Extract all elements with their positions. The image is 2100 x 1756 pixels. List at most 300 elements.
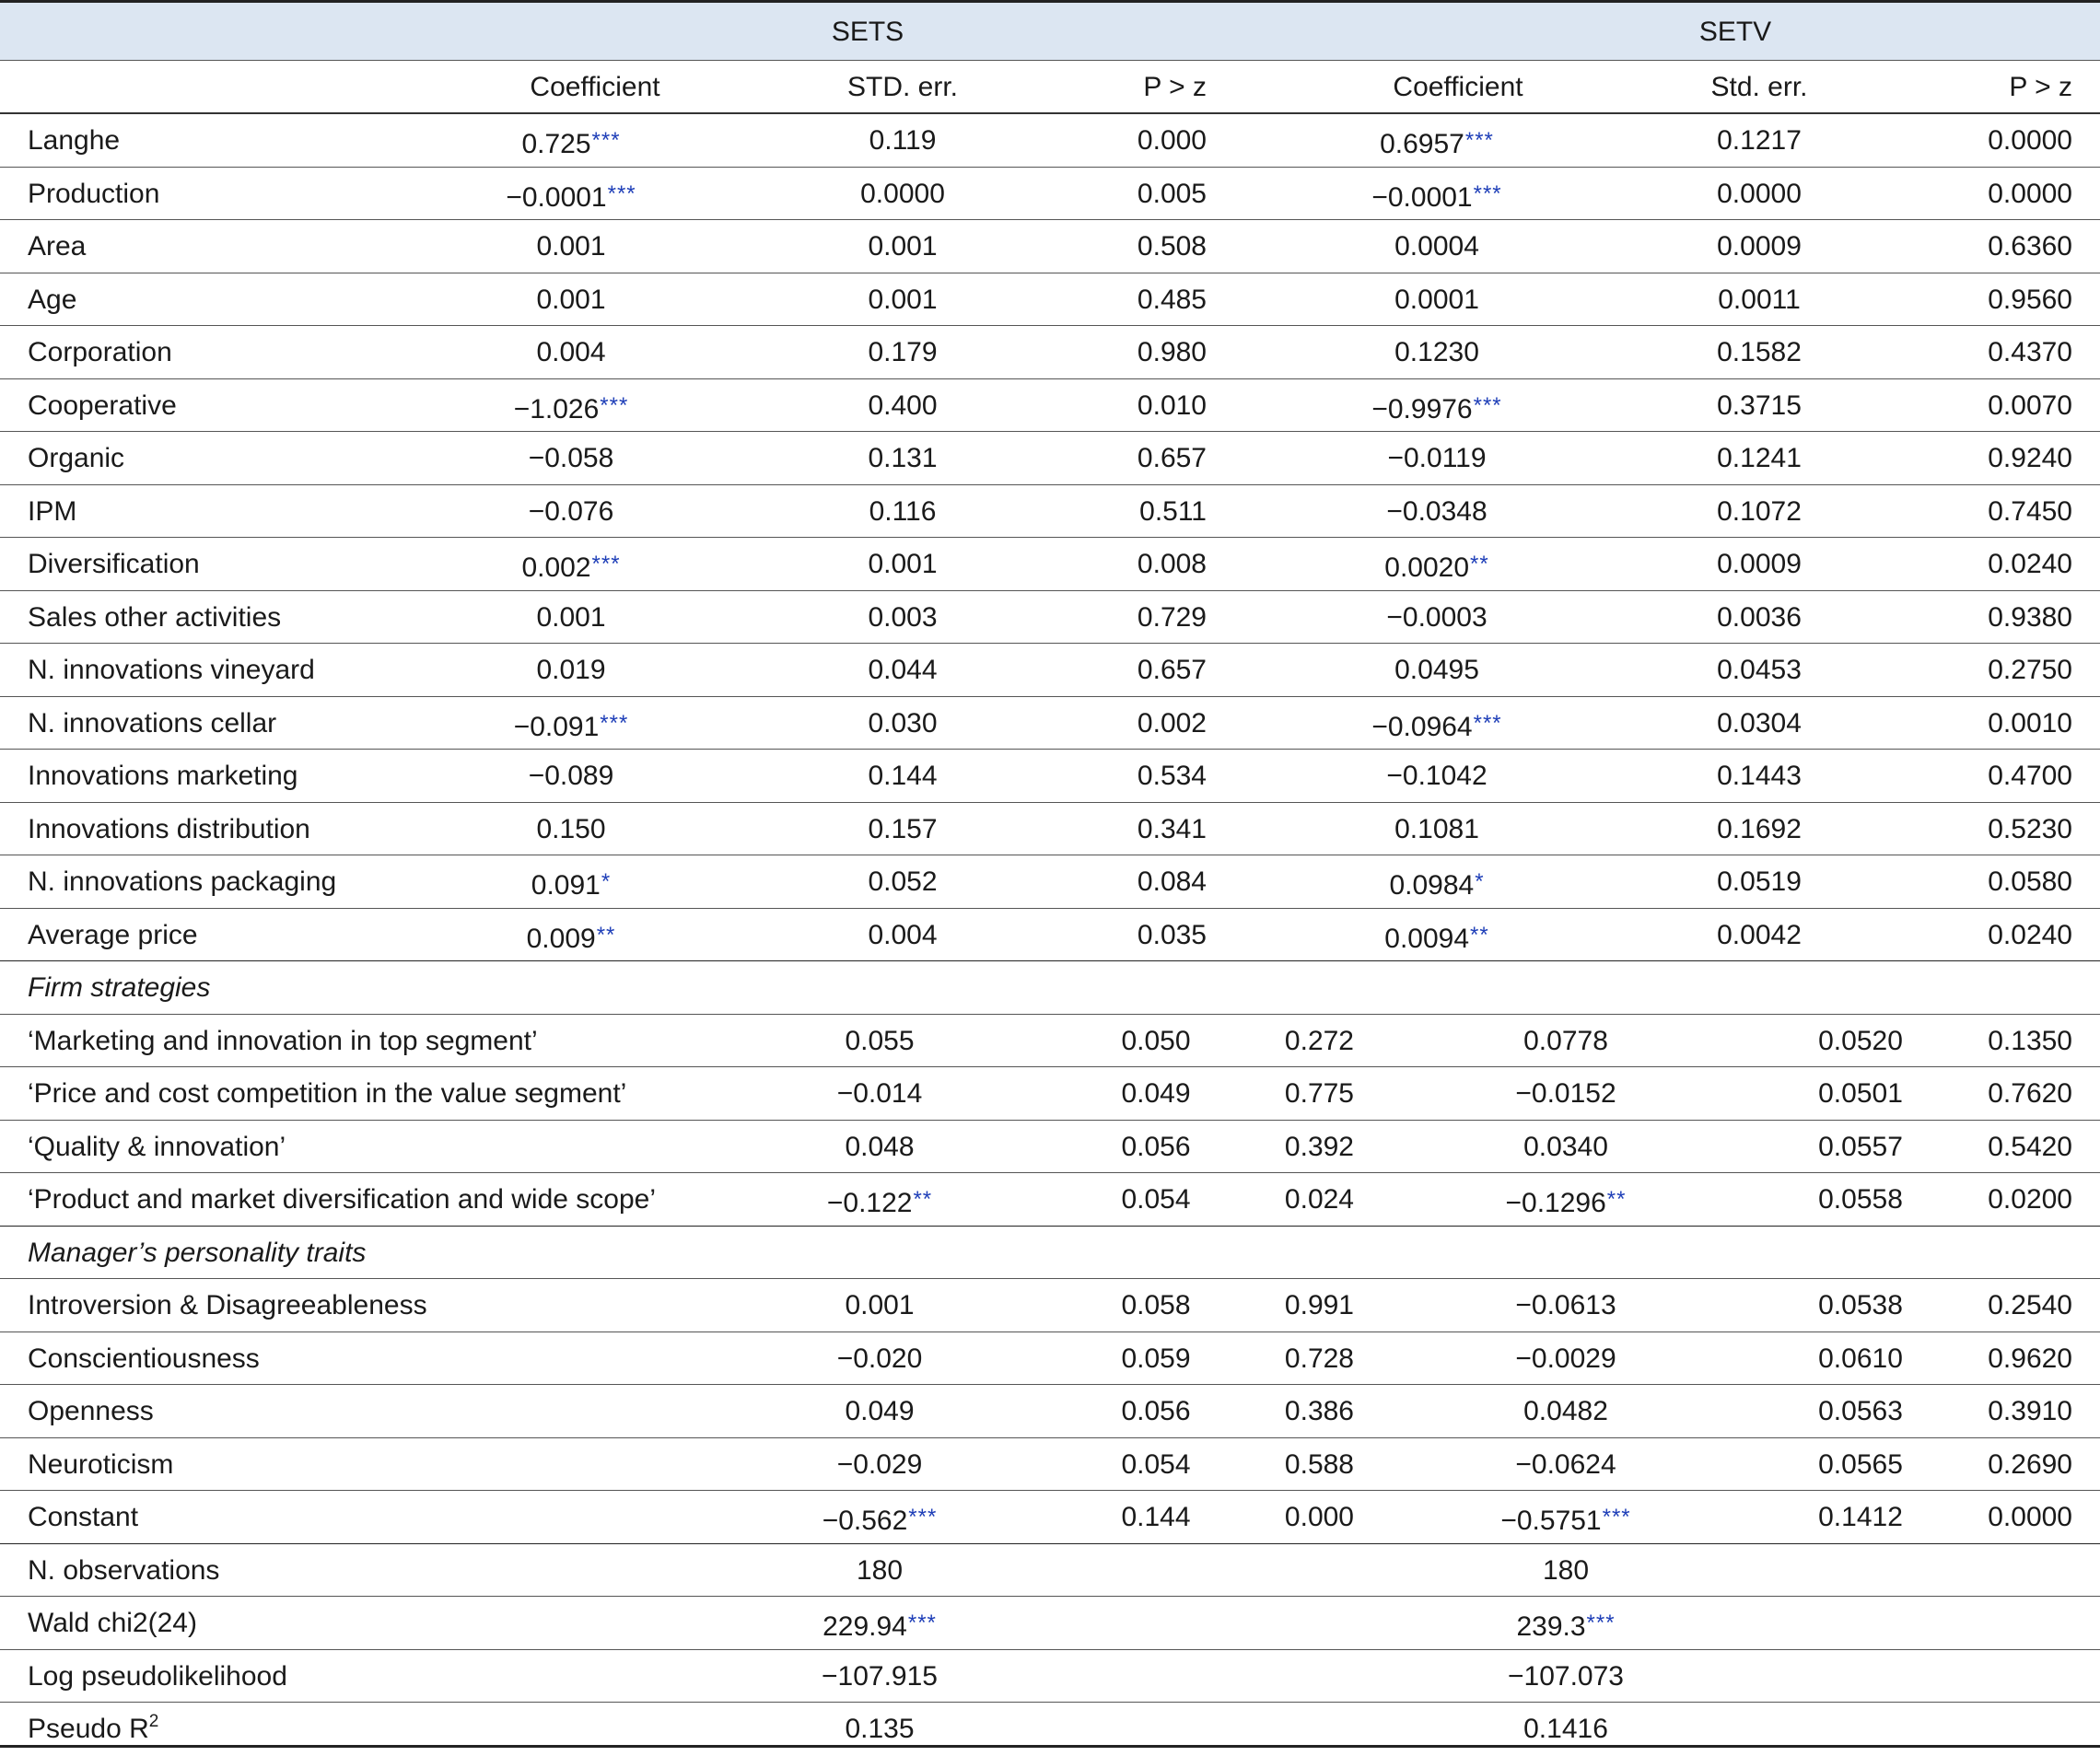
row-label (28, 1544, 219, 1597)
stderr-setv-value: 0.0011 (1718, 284, 1801, 315)
row-label: N. innovations vineyard (28, 655, 315, 685)
significance-stars: ** (1470, 552, 1489, 576)
pvalue-sets (1138, 855, 1207, 908)
pvalue-setv (1988, 855, 2072, 908)
stderr-setv (1818, 1015, 1903, 1067)
stderr-sets-value: 0.001 (868, 284, 938, 315)
stderr-setv (1717, 379, 1802, 432)
pvalue-sets (1138, 591, 1207, 644)
stderr-sets (868, 697, 937, 750)
row-label-text: N. observations (28, 1554, 220, 1586)
row-label: Cooperative (28, 390, 177, 421)
table-row (0, 1650, 2100, 1704)
coef-sets-value: 0.001 (536, 284, 606, 315)
stderr-setv (1717, 697, 1802, 750)
pvalue-setv-value: 0.6360 (1988, 231, 2072, 262)
stderr-sets (1121, 1121, 1190, 1173)
table-row (0, 485, 2100, 539)
table-row (0, 432, 2100, 485)
row-label: IPM (28, 495, 77, 527)
coef-sets (536, 326, 605, 378)
stderr-setv-value: 0.0538 (1818, 1290, 1903, 1320)
coef-sets (845, 1121, 914, 1173)
coef-sets-value: −0.091 (513, 711, 600, 742)
pvalue-sets (1138, 538, 1207, 590)
coef-sets-value: −0.020 (836, 1343, 923, 1374)
col-header-coef-sets: Coefficient (530, 72, 660, 102)
coef-sets-value: −0.058 (528, 443, 614, 473)
stderr-sets-value: 0.052 (868, 866, 938, 897)
stderr-setv (1818, 1173, 1903, 1226)
pvalue-setv (1988, 1438, 2072, 1491)
stderr-sets (868, 750, 937, 802)
stderr-sets-value: 0.0000 (860, 178, 945, 209)
stderr-sets-value: 0.003 (868, 601, 938, 633)
coef-sets (506, 168, 636, 220)
pvalue-sets-value: 0.511 (1139, 495, 1207, 527)
row-label (28, 1597, 197, 1649)
row-label-text: Wald chi2(24) (28, 1608, 197, 1638)
significance-stars: *** (908, 1505, 938, 1529)
stat-setv (1516, 1597, 1615, 1649)
stat-sets-value: 229.94 (822, 1611, 907, 1642)
coef-setv (1515, 1067, 1616, 1120)
section-row-firm-strategies (0, 961, 2100, 1015)
coef-sets-value: 0.002 (521, 552, 591, 583)
stderr-sets-value: 0.001 (868, 231, 938, 262)
table-row (0, 1597, 2100, 1650)
row-label: Corporation (28, 337, 172, 367)
coef-setv (1371, 697, 1501, 750)
coef-setv (1394, 803, 1479, 855)
stat-setv-value: 239.3 (1516, 1611, 1586, 1642)
coef-sets-value: 0.004 (536, 337, 606, 367)
stderr-setv (1717, 432, 1802, 484)
pvalue-setv-value: 0.0000 (1988, 178, 2072, 209)
row-label: Conscientiousness (28, 1343, 260, 1374)
pvalue-sets-value: 0.272 (1284, 1025, 1354, 1056)
coef-setv (1386, 750, 1487, 802)
pvalue-sets-value: 0.657 (1137, 443, 1207, 473)
significance-stars: * (601, 869, 612, 894)
coef-sets (536, 803, 605, 855)
stderr-sets (1121, 1438, 1190, 1491)
table-row (0, 909, 2100, 962)
stat-setv (1543, 1544, 1589, 1597)
stderr-setv (1717, 485, 1802, 538)
stderr-setv-value: 0.0565 (1818, 1448, 1903, 1480)
stderr-setv (1717, 114, 1802, 167)
stderr-setv (1818, 1385, 1903, 1437)
pvalue-setv (1988, 803, 2072, 855)
row-label-text: Pseudo R (28, 1714, 149, 1744)
stderr-setv-value: 0.0000 (1717, 178, 1802, 209)
coef-sets-value: 0.725 (521, 129, 591, 159)
row-label-text: Log pseudolikelihood (28, 1660, 287, 1692)
significance-stars: *** (1586, 1611, 1616, 1635)
stderr-sets-value: 0.157 (868, 813, 938, 844)
coef-setv (1371, 379, 1501, 432)
coef-sets (529, 750, 614, 802)
pvalue-setv (1988, 114, 2072, 167)
coef-setv-value: 0.1230 (1394, 337, 1479, 367)
stderr-setv-value: 0.0519 (1717, 866, 1802, 897)
coef-setv-value: −0.0624 (1515, 1448, 1616, 1480)
coef-setv (1515, 1438, 1616, 1491)
stderr-sets (1121, 1015, 1190, 1067)
stderr-sets (868, 538, 937, 590)
stderr-setv (1818, 1332, 1903, 1385)
stderr-setv-value: 0.0036 (1717, 601, 1802, 633)
coef-setv (1394, 220, 1479, 273)
stderr-setv-value: 0.0304 (1717, 707, 1802, 738)
pvalue-sets-value: 0.392 (1284, 1131, 1354, 1162)
row-label: Age (28, 284, 77, 315)
stderr-setv-value: 0.1217 (1717, 125, 1802, 156)
significance-stars: *** (1464, 128, 1494, 153)
coef-sets-value: 0.055 (845, 1025, 915, 1056)
stderr-setv-value: 0.1072 (1717, 495, 1802, 527)
stderr-setv-value: 0.0520 (1818, 1025, 1903, 1056)
stderr-setv (1717, 855, 1802, 908)
col-header-p-sets: P > z (1143, 72, 1207, 102)
coef-sets-value: −0.562 (822, 1506, 908, 1536)
stderr-setv-value: 0.1692 (1717, 813, 1802, 844)
coef-sets (536, 220, 605, 273)
pvalue-setv-value: 0.7450 (1988, 495, 2072, 527)
coef-setv-value: 0.0001 (1394, 284, 1479, 315)
significance-stars: *** (1473, 180, 1502, 206)
table-row (0, 1121, 2100, 1174)
pvalue-setv-value: 0.7620 (1988, 1078, 2072, 1109)
row-label: Langhe (28, 125, 121, 156)
pvalue-sets (1285, 1121, 1354, 1173)
coef-sets-value: 0.019 (536, 655, 606, 685)
row-label: Diversification (28, 549, 200, 579)
pvalue-sets-value: 0.035 (1137, 919, 1207, 950)
stderr-setv-value: 0.3715 (1717, 390, 1802, 421)
pvalue-sets (1138, 273, 1207, 326)
row-label: Innovations marketing (28, 761, 298, 791)
pvalue-setv (1988, 697, 2072, 750)
coef-setv (1386, 591, 1487, 644)
col-header-se-sets: STD. err. (846, 72, 959, 102)
section-label: Manager’s personality traits (28, 1237, 367, 1268)
significance-stars: ** (913, 1187, 933, 1212)
pvalue-setv-value: 0.2540 (1988, 1290, 2072, 1320)
pvalue-sets (1285, 1332, 1354, 1385)
coef-setv-value: 0.1081 (1394, 813, 1479, 844)
significance-stars: *** (1602, 1505, 1631, 1529)
table-row (0, 1332, 2100, 1386)
pvalue-sets-value: 0.729 (1137, 601, 1207, 633)
coef-setv-value: −0.1042 (1386, 761, 1488, 791)
stderr-setv-value: 0.1241 (1717, 443, 1802, 473)
pvalue-setv (1988, 1067, 2072, 1120)
pvalue-sets (1285, 1438, 1354, 1491)
coef-setv (1523, 1385, 1608, 1437)
stderr-sets (1121, 1491, 1190, 1543)
pvalue-sets-value: 0.775 (1284, 1078, 1354, 1109)
coef-setv (1394, 273, 1479, 326)
table-row (0, 697, 2100, 750)
coef-setv-value: 0.0004 (1394, 231, 1479, 262)
pvalue-setv (1988, 750, 2072, 802)
pvalue-setv-value: 0.0000 (1988, 125, 2072, 156)
pvalue-setv (1988, 1491, 2072, 1543)
pvalue-sets (1138, 220, 1207, 273)
stderr-sets-value: 0.116 (869, 495, 937, 527)
pvalue-sets (1285, 1173, 1354, 1226)
pvalue-sets (1138, 750, 1207, 802)
pvalue-setv (1988, 644, 2072, 696)
coef-setv (1384, 909, 1488, 961)
row-label: Introversion & Disagreeableness (28, 1290, 427, 1320)
stderr-sets (868, 909, 937, 961)
pvalue-sets (1138, 909, 1207, 961)
table-row (0, 1438, 2100, 1492)
table-row (0, 1385, 2100, 1438)
coef-setv (1384, 538, 1488, 590)
table-row (0, 1279, 2100, 1332)
table-row (0, 750, 2100, 803)
significance-stars: *** (607, 180, 636, 206)
row-label: ‘Marketing and innovation in top segment’ (28, 1025, 538, 1056)
col-header-se-setv: Std. err. (1710, 72, 1808, 102)
stderr-sets-value: 0.179 (868, 337, 938, 367)
stderr-sets-value: 0.054 (1121, 1448, 1191, 1480)
pvalue-setv (1988, 485, 2072, 538)
coef-setv (1371, 168, 1501, 220)
coef-setv-value: −0.1296 (1505, 1188, 1606, 1218)
coef-setv-value: −0.0003 (1386, 601, 1488, 633)
stderr-sets-value: 0.119 (869, 125, 937, 156)
stderr-sets (1121, 1385, 1190, 1437)
stderr-setv (1818, 1491, 1903, 1543)
pvalue-sets (1285, 1067, 1354, 1120)
col-header-p-setv: P > z (2009, 72, 2072, 102)
coef-sets-value: −0.029 (836, 1448, 923, 1480)
table-row (0, 591, 2100, 645)
stderr-setv (1717, 220, 1802, 273)
stderr-sets-value: 0.131 (868, 443, 938, 473)
table-row (0, 1015, 2100, 1068)
pvalue-setv (1988, 273, 2072, 326)
stderr-sets (868, 273, 937, 326)
coef-sets (536, 644, 605, 696)
row-label: ‘Quality & innovation’ (28, 1131, 286, 1162)
coef-sets (837, 1332, 923, 1385)
row-label: N. innovations cellar (28, 707, 277, 738)
stderr-sets-value: 0.001 (868, 549, 938, 579)
coef-setv (1515, 1332, 1616, 1385)
stderr-sets-value: 0.030 (868, 707, 938, 738)
coef-setv (1515, 1279, 1616, 1332)
significance-stars: *** (591, 128, 621, 153)
variables-block (0, 114, 2100, 961)
pvalue-sets-value: 0.386 (1284, 1396, 1354, 1426)
coef-setv-value: 0.0984 (1389, 870, 1475, 901)
coef-setv-value: −0.0001 (1371, 181, 1473, 213)
pvalue-setv (1988, 1385, 2072, 1437)
stderr-sets (868, 855, 937, 908)
group-header-sets: SETS (831, 17, 904, 47)
pvalue-sets-value: 0.508 (1137, 231, 1207, 262)
coef-sets (837, 1067, 923, 1120)
coef-setv-value: 0.0340 (1523, 1131, 1608, 1162)
table-row (0, 644, 2100, 697)
significance-stars: *** (600, 710, 629, 736)
coef-sets-value: −0.122 (826, 1188, 913, 1218)
stderr-sets (869, 485, 937, 538)
stderr-setv-value: 0.0501 (1818, 1078, 1903, 1109)
row-label: Constant (28, 1502, 139, 1532)
significance-stars: ** (1470, 922, 1489, 948)
significance-stars: * (1475, 869, 1485, 894)
superscript: 2 (148, 1712, 159, 1731)
pvalue-setv-value: 0.5230 (1988, 813, 2072, 844)
stat-sets (822, 1597, 937, 1649)
pvalue-sets-value: 0.005 (1137, 178, 1207, 209)
stderr-sets (869, 114, 937, 167)
stderr-sets-value: 0.400 (868, 390, 938, 421)
coef-sets (514, 697, 629, 750)
stat-setv-value: 0.1416 (1523, 1714, 1608, 1744)
pvalue-setv-value: 0.9620 (1988, 1343, 2072, 1374)
pvalue-sets-value: 0.728 (1284, 1343, 1354, 1374)
header-column-row (0, 61, 2100, 114)
significance-stars: *** (600, 392, 629, 418)
coef-sets-value: 0.091 (531, 870, 601, 901)
stat-sets-value: −107.915 (822, 1660, 938, 1692)
pvalue-setv (1988, 538, 2072, 590)
stderr-setv (1818, 1438, 1903, 1491)
coef-setv-value: 0.6957 (1380, 129, 1464, 159)
pvalue-setv-value: 0.0240 (1988, 549, 2072, 579)
pvalue-sets (1138, 168, 1207, 220)
stderr-setv-value: 0.1582 (1717, 337, 1802, 367)
stderr-sets (868, 432, 937, 484)
pvalue-setv-value: 0.0070 (1988, 390, 2072, 421)
coef-sets-value: 0.150 (536, 813, 606, 844)
pvalue-sets-value: 0.000 (1137, 125, 1207, 156)
coef-setv (1394, 644, 1479, 696)
pvalue-setv-value: 0.3910 (1988, 1396, 2072, 1426)
stderr-sets (1121, 1332, 1190, 1385)
stderr-sets (868, 803, 937, 855)
pvalue-setv-value: 0.0580 (1988, 866, 2072, 897)
stat-setv-value: 180 (1542, 1554, 1590, 1586)
pvalue-sets (1138, 644, 1207, 696)
pvalue-sets-value: 0.010 (1137, 390, 1207, 421)
stderr-setv (1818, 1067, 1903, 1120)
stderr-sets-value: 0.056 (1121, 1131, 1191, 1162)
coef-setv-value: 0.0094 (1384, 923, 1470, 954)
stderr-setv-value: 0.0558 (1818, 1184, 1903, 1215)
coef-sets (827, 1173, 932, 1226)
pvalue-setv (1988, 1015, 2072, 1067)
pvalue-sets-value: 0.008 (1137, 549, 1207, 579)
stderr-sets-value: 0.058 (1121, 1290, 1191, 1320)
coef-sets (837, 1438, 923, 1491)
coef-sets-value: 0.009 (526, 923, 596, 954)
coef-setv (1500, 1491, 1630, 1543)
significance-stars: *** (591, 552, 621, 576)
coef-setv (1380, 114, 1494, 167)
pvalue-setv-value: 0.9560 (1988, 284, 2072, 315)
coef-sets (822, 1491, 938, 1543)
row-label: N. innovations packaging (28, 866, 337, 897)
pvalue-sets (1285, 1279, 1354, 1332)
significance-stars: ** (596, 922, 616, 948)
stderr-setv (1717, 644, 1802, 696)
pvalue-setv (1988, 379, 2072, 432)
stderr-setv (1717, 591, 1802, 644)
stderr-setv-value: 0.0563 (1818, 1396, 1903, 1426)
table-row (0, 855, 2100, 909)
coef-setv (1387, 432, 1486, 484)
section-row-personality-traits (0, 1227, 2100, 1280)
pvalue-sets-value: 0.024 (1284, 1184, 1354, 1215)
coef-sets-value: 0.001 (845, 1290, 915, 1320)
row-label: Openness (28, 1396, 154, 1426)
table-row (0, 538, 2100, 591)
row-label (28, 1650, 287, 1703)
pvalue-setv-value: 0.9380 (1988, 601, 2072, 633)
stderr-setv (1717, 168, 1802, 220)
coef-setv (1394, 326, 1479, 378)
pvalue-sets (1285, 1491, 1354, 1543)
pvalue-sets (1138, 803, 1207, 855)
pvalue-setv (1988, 220, 2072, 273)
stat-setv (1508, 1650, 1624, 1703)
pvalue-setv (1988, 432, 2072, 484)
coef-sets (521, 538, 620, 590)
row-label: ‘Price and cost competition in the value segment’ (28, 1078, 627, 1109)
stderr-sets (868, 326, 937, 378)
stderr-setv-value: 0.0009 (1717, 549, 1802, 579)
pvalue-sets-value: 0.991 (1284, 1290, 1354, 1320)
coef-sets (529, 432, 614, 484)
pvalue-sets-value: 0.980 (1137, 337, 1207, 367)
stderr-sets-value: 0.056 (1121, 1396, 1191, 1426)
row-label: Neuroticism (28, 1448, 174, 1480)
personality-traits-block (0, 1279, 2100, 1544)
coef-sets (845, 1279, 914, 1332)
coef-setv-value: −0.5751 (1500, 1506, 1602, 1536)
pvalue-setv-value: 0.2750 (1988, 655, 2072, 685)
coef-sets-value: 0.048 (845, 1131, 915, 1162)
coef-sets-value: 0.049 (845, 1396, 915, 1426)
stderr-sets (868, 379, 937, 432)
coef-setv-value: −0.0029 (1515, 1343, 1616, 1374)
stderr-setv (1717, 803, 1802, 855)
pvalue-setv-value: 0.0000 (1988, 1502, 2072, 1532)
stderr-sets (1121, 1279, 1190, 1332)
coef-sets-value: 0.001 (536, 231, 606, 262)
model-statistics-block (0, 1544, 2100, 1756)
stderr-sets-value: 0.049 (1121, 1078, 1191, 1109)
pvalue-sets (1138, 379, 1207, 432)
row-label: Organic (28, 443, 125, 473)
stderr-setv-value: 0.0557 (1818, 1131, 1903, 1162)
stderr-setv-value: 0.0042 (1717, 919, 1802, 950)
pvalue-sets-value: 0.485 (1137, 284, 1207, 315)
table-row (0, 1491, 2100, 1544)
coef-setv (1523, 1015, 1608, 1067)
row-label: Average price (28, 919, 198, 950)
header-group-row (0, 3, 2100, 61)
